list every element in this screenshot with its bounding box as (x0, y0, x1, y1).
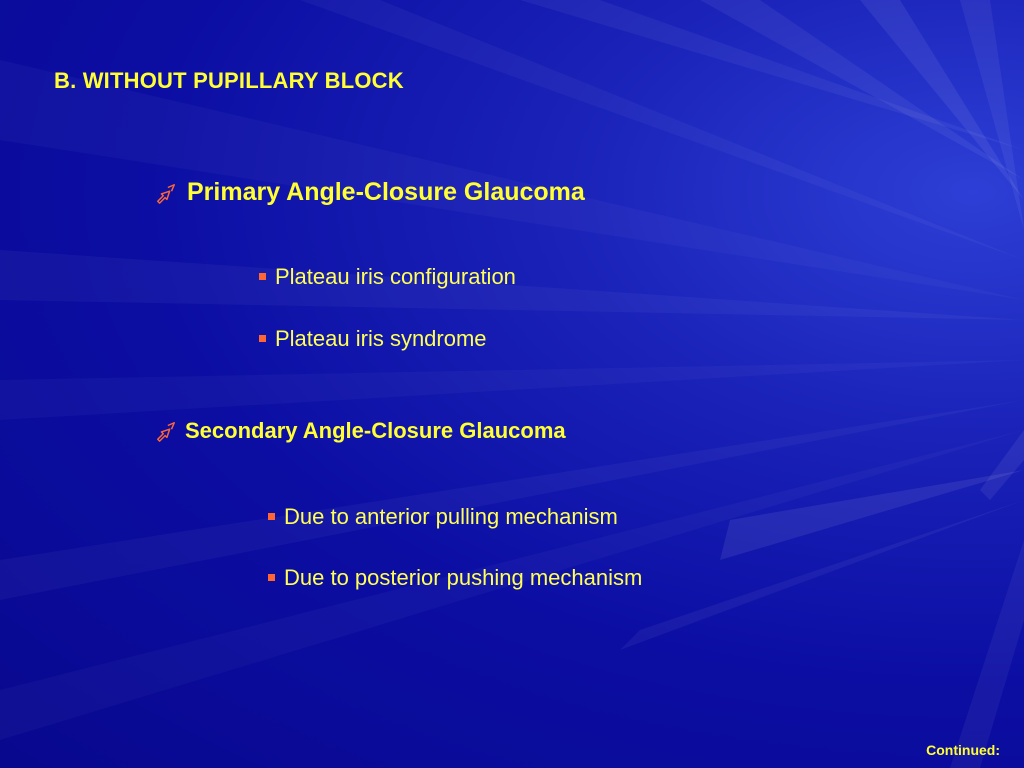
section-title-secondary (155, 418, 566, 444)
arrow-bullet-icon (155, 420, 177, 442)
square-bullet-icon (268, 513, 275, 520)
section-title-primary (155, 178, 585, 207)
list-item (259, 264, 516, 290)
section-title-secondary-label: Secondary Angle-Closure Glaucoma (185, 418, 566, 443)
slide-heading: B. WITHOUT PUPILLARY BLOCK (54, 68, 404, 93)
square-bullet-icon (268, 574, 275, 581)
list-item-label: Plateau iris syndrome (275, 326, 487, 351)
arrow-bullet-icon (155, 182, 177, 204)
square-bullet-icon (259, 273, 266, 280)
square-bullet-icon (259, 335, 266, 342)
continued-footer: Continued: (926, 742, 1000, 758)
list-item (268, 504, 618, 530)
section-title-primary-label: Primary Angle-Closure Glaucoma (187, 178, 585, 206)
list-item (268, 565, 642, 591)
list-item (259, 326, 487, 352)
list-item-label: Plateau iris configuration (275, 264, 516, 289)
list-item-label: Due to anterior pulling mechanism (284, 504, 618, 529)
list-item-label: Due to posterior pushing mechanism (284, 565, 643, 590)
